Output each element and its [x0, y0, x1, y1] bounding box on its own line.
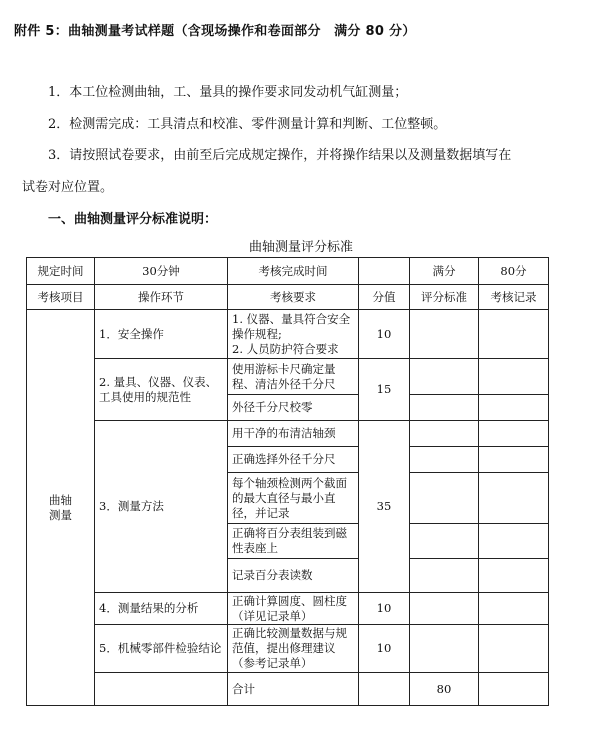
full-value-cell: 80分: [479, 258, 549, 285]
score-cell: 15: [359, 359, 410, 421]
project-cell: 曲轴 测量: [27, 310, 95, 706]
record-cell: [479, 524, 549, 559]
instruction-3-continued: 试卷对应位置。: [22, 180, 114, 195]
header-cell: 分值: [359, 285, 410, 310]
table-caption: 曲轴测量评分标准: [248, 240, 353, 255]
empty-cell: [359, 673, 410, 706]
table-row: [27, 421, 549, 447]
instruction-3: 3．请按照试卷要求，由前至后完成规定操作，并将操作结果以及测量数据填写在: [48, 148, 512, 163]
record-cell: [479, 359, 549, 395]
record-cell: [479, 447, 549, 473]
table-row-total: [27, 673, 549, 706]
total-value-cell: 80: [410, 673, 479, 706]
instruction-2: 2．检测需完成：工具清点和校准、零件测量计算和判断、工位整顿。: [48, 117, 447, 132]
requirement-cell: 正确比较测量数据与规范值，提出修理建议（参考记录单）: [228, 625, 359, 673]
score-cell: 10: [359, 625, 410, 673]
header-cell: 考核要求: [228, 285, 359, 310]
record-cell: [479, 559, 549, 593]
step-name-cell: 3．测量方法: [95, 421, 228, 593]
table-header-row: [27, 285, 549, 310]
instruction-1: 1．本工位检测曲轴，工、量具的操作要求同发动机气缸测量；: [48, 85, 408, 100]
grading-cell: [410, 473, 479, 524]
header-cell: 操作环节: [95, 285, 228, 310]
requirement-cell: 正确将百分表组装到磁性表座上: [228, 524, 359, 559]
table-row: [27, 593, 549, 625]
grading-cell: [410, 359, 479, 395]
done-value-cell: [359, 258, 410, 285]
requirement-cell: 记录百分表读数: [228, 559, 359, 593]
document-title: 附件 5：曲轴测量考试样题（含现场操作和卷面部分 满分 80 分）: [14, 24, 416, 39]
requirement-cell: 外径千分尺校零: [228, 395, 359, 421]
time-label-cell: 规定时间: [27, 258, 95, 285]
done-label-cell: 考核完成时间: [228, 258, 359, 285]
score-cell: 10: [359, 310, 410, 359]
grading-cell: [410, 395, 479, 421]
table-row-time: [27, 258, 549, 285]
section-heading: 一、曲轴测量评分标准说明：: [48, 212, 218, 227]
table-row: [27, 359, 549, 395]
requirement-cell: 正确选择外径千分尺: [228, 447, 359, 473]
time-value-cell: 30分钟: [95, 258, 228, 285]
header-cell: 评分标准: [410, 285, 479, 310]
grading-cell: [410, 524, 479, 559]
table-row: [27, 310, 549, 359]
requirement-cell: 正确计算圆度、圆柱度（详见记录单）: [228, 593, 359, 625]
record-cell: [479, 625, 549, 673]
grading-cell: [479, 673, 549, 706]
step-name-cell: 2. 量具、仪器、仪表、工具使用的规范性: [95, 359, 228, 421]
score-cell: 35: [359, 421, 410, 593]
full-label-cell: 满分: [410, 258, 479, 285]
header-cell: 考核项目: [27, 285, 95, 310]
grading-cell: [410, 447, 479, 473]
grading-cell: [410, 593, 479, 625]
grading-cell: [410, 625, 479, 673]
header-cell: 考核记录: [479, 285, 549, 310]
record-cell: [479, 310, 549, 359]
scoring-table: [26, 257, 549, 706]
grading-cell: [410, 310, 479, 359]
table-row: [27, 625, 549, 673]
step-name-cell: 4．测量结果的分析: [95, 593, 228, 625]
record-cell: [479, 395, 549, 421]
score-cell: 10: [359, 593, 410, 625]
requirement-cell: 1. 仪器、量具符合安全操作规程; 2. 人员防护符合要求: [228, 310, 359, 359]
step-name-cell: 5．机械零部件检验结论: [95, 625, 228, 673]
step-name-cell: 1．安全操作: [95, 310, 228, 359]
empty-cell: [95, 673, 228, 706]
record-cell: [479, 473, 549, 524]
requirement-cell: 使用游标卡尺确定量程、清洁外径千分尺: [228, 359, 359, 395]
grading-cell: [410, 559, 479, 593]
record-cell: [479, 593, 549, 625]
record-cell: [479, 421, 549, 447]
total-label-cell: 合计: [228, 673, 359, 706]
grading-cell: [410, 421, 479, 447]
requirement-cell: 每个轴颈检测两个截面的最大直径与最小直径，并记录: [228, 473, 359, 524]
requirement-cell: 用干净的布清洁轴颈: [228, 421, 359, 447]
